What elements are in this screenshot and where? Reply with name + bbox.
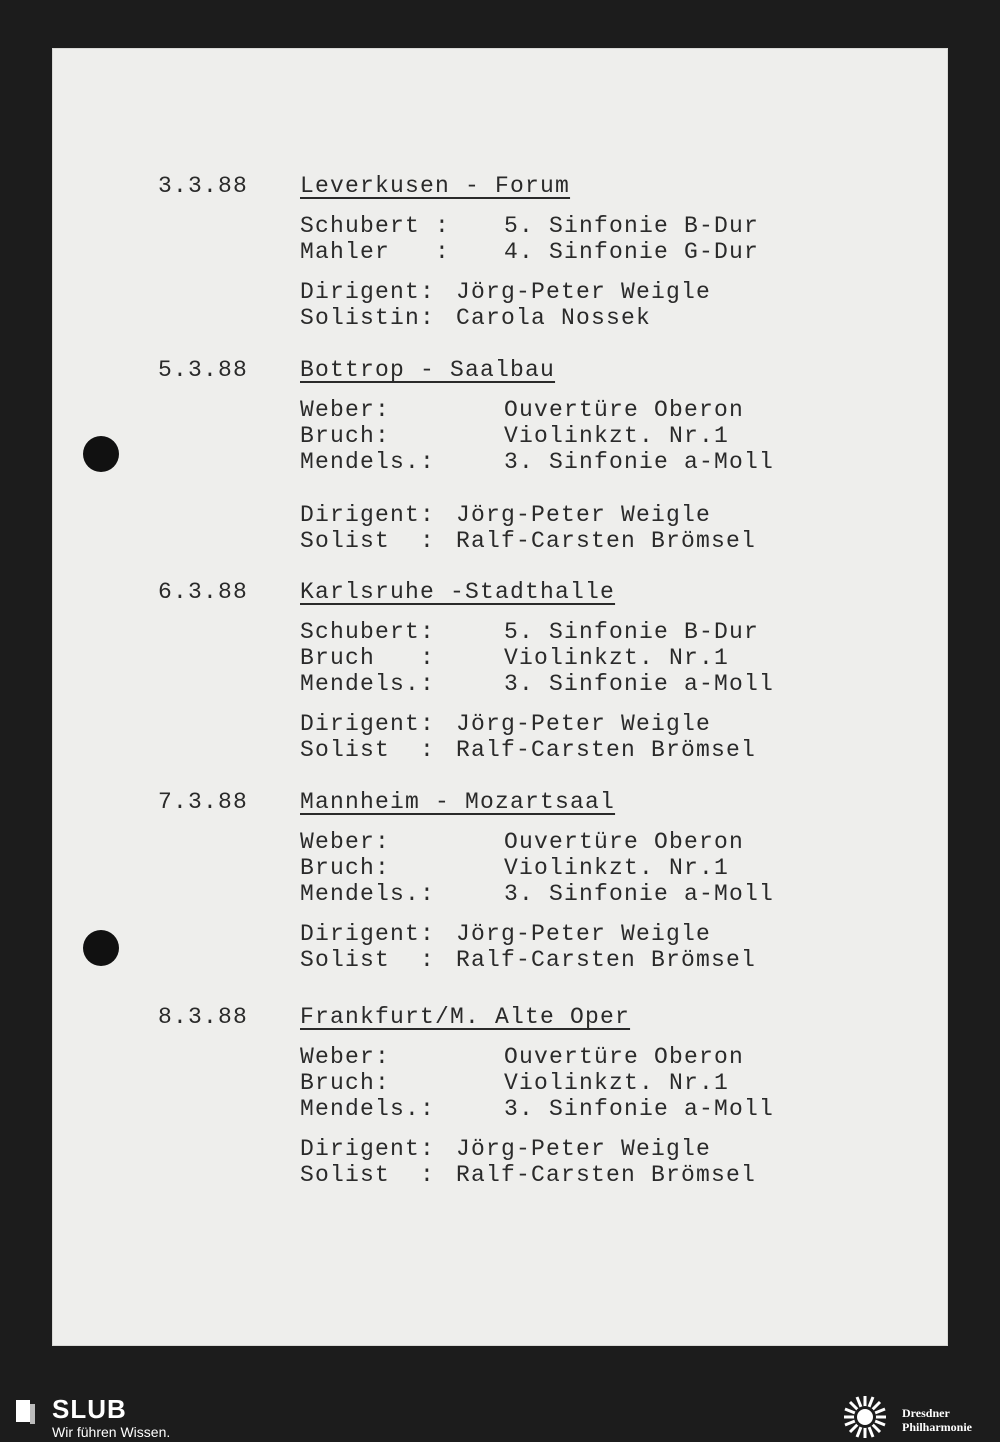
credit-name: Ralf-Carsten Brömsel (456, 737, 757, 763)
program-work: Ouvertüre Oberon (504, 829, 745, 855)
program-work: 3. Sinfonie a-Moll (504, 881, 775, 907)
credit-role: Dirigent: (300, 502, 436, 528)
partner-line2: Philharmonie (902, 1420, 973, 1434)
credit-name: Ralf-Carsten Brömsel (456, 947, 757, 973)
program-composer: Bruch: (300, 423, 391, 449)
program-composer: Mendels.: (300, 671, 436, 697)
program-composer: Bruch : (300, 645, 436, 671)
program-composer: Weber: (300, 1044, 391, 1070)
concert-venue: Frankfurt/M. Alte Oper (300, 1004, 631, 1030)
program-work: Violinkzt. Nr.1 (504, 855, 730, 881)
program-work: Violinkzt. Nr.1 (504, 423, 730, 449)
credit-name: Carola Nossek (456, 305, 652, 331)
program-work: 4. Sinfonie G-Dur (504, 239, 760, 265)
credit-role: Dirigent: (300, 921, 436, 947)
credit-name: Ralf-Carsten Brömsel (456, 1162, 757, 1188)
concert-date: 6.3.88 (158, 579, 249, 605)
credit-role: Solistin: (300, 305, 436, 331)
program-composer: Mahler : (300, 239, 451, 265)
program-composer: Mendels.: (300, 449, 436, 475)
document-page (52, 48, 948, 1346)
concert-venue: Karlsruhe -Stadthalle (300, 579, 616, 605)
program-composer: Weber: (300, 829, 391, 855)
credit-name: Jörg-Peter Weigle (456, 921, 712, 947)
program-composer: Mendels.: (300, 1096, 436, 1122)
program-composer: Bruch: (300, 1070, 391, 1096)
book-icon (14, 1398, 38, 1426)
program-work: 3. Sinfonie a-Moll (504, 449, 775, 475)
credit-name: Jörg-Peter Weigle (456, 1136, 712, 1162)
concert-date: 5.3.88 (158, 357, 249, 383)
footer-bar (0, 1392, 1000, 1442)
program-work: Violinkzt. Nr.1 (504, 645, 730, 671)
credit-name: Jörg-Peter Weigle (456, 711, 712, 737)
concert-date: 3.3.88 (158, 173, 249, 199)
credit-role: Solist : (300, 1162, 436, 1188)
concert-venue: Bottrop - Saalbau (300, 357, 556, 383)
program-work: 3. Sinfonie a-Moll (504, 671, 775, 697)
credit-name: Jörg-Peter Weigle (456, 279, 712, 305)
program-work: 5. Sinfonie B-Dur (504, 619, 760, 645)
credit-role: Dirigent: (300, 711, 436, 737)
partner-name[interactable] (902, 1406, 972, 1434)
concert-venue: Leverkusen - Forum (300, 173, 571, 199)
program-work: Violinkzt. Nr.1 (504, 1070, 730, 1096)
program-composer: Bruch: (300, 855, 391, 881)
program-composer: Schubert: (300, 619, 436, 645)
program-work: 5. Sinfonie B-Dur (504, 213, 760, 239)
library-name[interactable]: SLUB (52, 1394, 127, 1424)
credit-name: Jörg-Peter Weigle (456, 502, 712, 528)
sunburst-icon (842, 1394, 888, 1440)
concert-date: 7.3.88 (158, 789, 249, 815)
concert-date: 8.3.88 (158, 1004, 249, 1030)
credit-role: Dirigent: (300, 279, 436, 305)
program-composer: Weber: (300, 397, 391, 423)
credit-role: Solist : (300, 737, 436, 763)
program-composer: Mendels.: (300, 881, 436, 907)
library-tagline: Wir führen Wissen. (52, 1424, 171, 1440)
program-work: Ouvertüre Oberon (504, 397, 745, 423)
credit-role: Dirigent: (300, 1136, 436, 1162)
credit-role: Solist : (300, 528, 436, 554)
program-composer: Schubert : (300, 213, 451, 239)
punch-hole-bottom (83, 930, 119, 966)
credit-name: Ralf-Carsten Brömsel (456, 528, 757, 554)
program-work: 3. Sinfonie a-Moll (504, 1096, 775, 1122)
punch-hole-top (83, 436, 119, 472)
partner-line1: Dresdner (902, 1406, 950, 1420)
concert-venue: Mannheim - Mozartsaal (300, 789, 616, 815)
program-work: Ouvertüre Oberon (504, 1044, 745, 1070)
credit-role: Solist : (300, 947, 436, 973)
